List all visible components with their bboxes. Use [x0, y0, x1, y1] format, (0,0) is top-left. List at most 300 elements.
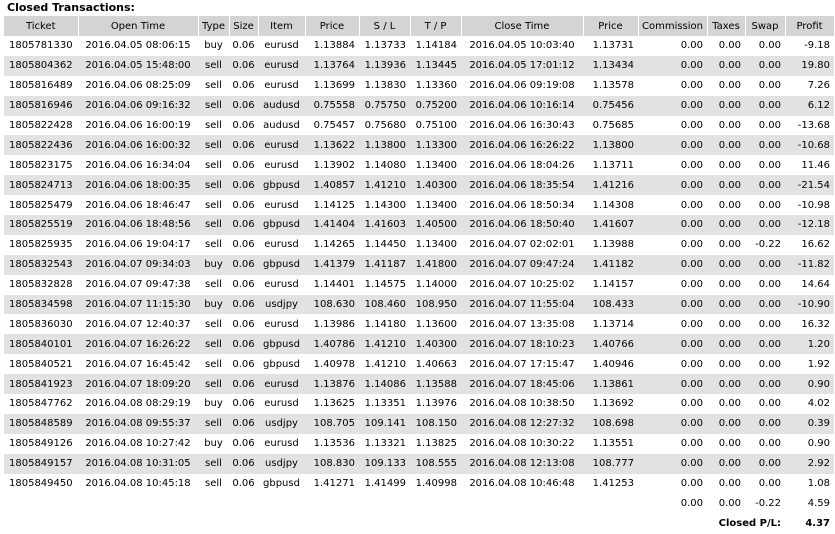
cell-swap: 0.00 [745, 295, 785, 315]
cell-item: usdjpy [258, 295, 305, 315]
col-header-take-profit: T / P [410, 16, 461, 36]
col-header-taxes: Taxes [707, 16, 745, 36]
cell-size: 0.06 [232, 398, 255, 410]
cell-close-time: 2016.04.06 16:30:43 [469, 120, 575, 131]
cell-item: eurusd [264, 279, 299, 291]
cell-open-price: 1.41404 [305, 215, 359, 235]
cell-open-price: 1.14265 [313, 239, 355, 251]
cell-close-price: 1.13988 [592, 239, 634, 251]
cell-commission: 0.00 [680, 438, 703, 450]
cell-ticket: 1805781330 [9, 40, 73, 52]
cell-commission: 0.00 [680, 279, 703, 291]
cell-ticket: 1805825935 [9, 239, 73, 251]
cell-take-profit: 1.40300 [410, 175, 461, 195]
cell-open-price: 1.13986 [313, 318, 355, 330]
cell-take-profit: 1.13825 [415, 438, 457, 450]
cell-open-time: 2016.04.06 18:46:47 [85, 199, 191, 211]
cell-taxes: 0.00 [718, 438, 741, 450]
cell-commission: 0.00 [680, 478, 703, 490]
cell-type: sell [205, 199, 222, 211]
cell-take-profit: 108.555 [410, 454, 461, 474]
cell-open-price: 1.13699 [313, 80, 355, 92]
cell-open-time: 2016.04.07 12:40:37 [85, 318, 191, 330]
cell-ticket: 1805822428 [9, 120, 73, 131]
cell-stop-loss: 1.13830 [364, 80, 406, 92]
cell-taxes: 0.00 [707, 334, 745, 354]
cell-ticket: 1805834598 [4, 295, 78, 315]
cell-stop-loss: 1.14300 [364, 199, 406, 211]
cell-item: eurusd [264, 438, 299, 450]
cell-take-profit: 1.13360 [415, 80, 457, 92]
cell-swap: 0.00 [758, 159, 781, 171]
cell-size: 0.06 [229, 175, 258, 195]
cell-close-price: 1.41216 [583, 175, 638, 195]
cell-ticket: 1805816946 [4, 96, 78, 116]
table-row [4, 235, 834, 255]
cell-taxes: 0.00 [707, 295, 745, 315]
table-row [4, 314, 834, 334]
cell-taxes: 0.00 [718, 478, 741, 490]
cell-open-price: 1.40857 [305, 175, 359, 195]
cell-close-time: 2016.04.05 17:01:12 [461, 56, 583, 76]
cell-stop-loss: 1.41499 [364, 478, 406, 490]
cell-type: buy [204, 438, 223, 450]
cell-open-time: 2016.04.06 16:34:04 [85, 159, 191, 171]
cell-commission: 0.00 [680, 358, 703, 370]
col-header-profit: Profit [785, 16, 834, 36]
cell-open-time: 2016.04.08 10:27:42 [85, 438, 191, 450]
col-header-item: Item [258, 16, 305, 36]
cell-stop-loss: 109.141 [359, 414, 410, 434]
cell-item: eurusd [258, 135, 305, 155]
cell-size: 0.06 [232, 318, 255, 330]
cell-taxes: 0.00 [718, 120, 741, 131]
cell-item: eurusd [264, 239, 299, 251]
cell-open-price: 1.13622 [305, 135, 359, 155]
cell-open-time: 2016.04.06 16:00:32 [78, 135, 198, 155]
cell-take-profit: 0.75200 [410, 96, 461, 116]
cell-swap: 0.00 [745, 414, 785, 434]
cell-close-time: 2016.04.06 10:16:14 [461, 96, 583, 116]
cell-take-profit: 0.75100 [415, 120, 457, 131]
cell-size: 0.06 [232, 279, 255, 291]
cell-close-price: 1.41182 [583, 255, 638, 275]
total-swap: -0.22 [745, 493, 785, 513]
cell-item: audusd [258, 96, 305, 116]
closed-pl-row [4, 513, 834, 533]
cell-type: sell [205, 120, 222, 131]
table-row [4, 434, 834, 454]
cell-profit: 1.92 [807, 358, 830, 370]
cell-close-time: 2016.04.05 10:03:40 [469, 40, 575, 52]
col-header-open-price: Price [305, 16, 359, 36]
cell-swap: 0.00 [758, 199, 781, 211]
table-row [4, 155, 834, 175]
cell-taxes: 0.00 [707, 96, 745, 116]
cell-open-time: 2016.04.05 15:48:00 [78, 56, 198, 76]
cell-open-price: 1.40978 [313, 358, 355, 370]
total-taxes: 0.00 [707, 493, 745, 513]
cell-take-profit: 1.14000 [415, 279, 457, 291]
cell-profit: 0.90 [785, 374, 834, 394]
cell-swap: -0.22 [755, 239, 781, 251]
cell-taxes: 0.00 [707, 414, 745, 434]
table-row [4, 255, 834, 275]
cell-taxes: 0.00 [707, 454, 745, 474]
table-row [4, 354, 834, 374]
cell-close-time: 2016.04.07 02:02:01 [469, 239, 575, 251]
cell-type: sell [198, 135, 229, 155]
cell-open-time: 2016.04.08 10:31:05 [78, 454, 198, 474]
cell-ticket: 1805840101 [4, 334, 78, 354]
cell-swap: 0.00 [745, 374, 785, 394]
closed-transactions-table [4, 16, 835, 533]
cell-commission: 0.00 [638, 175, 707, 195]
cell-swap: 0.00 [758, 318, 781, 330]
table-body [4, 36, 834, 493]
cell-open-price: 1.13902 [313, 159, 355, 171]
cell-close-price: 1.13731 [592, 40, 634, 52]
cell-close-time: 2016.04.06 18:50:34 [469, 199, 575, 211]
cell-stop-loss: 1.41187 [359, 255, 410, 275]
cell-close-time: 2016.04.08 12:13:08 [461, 454, 583, 474]
closed-transactions-title: Closed Transactions: [7, 1, 135, 14]
cell-stop-loss: 1.13936 [359, 56, 410, 76]
cell-type: sell [205, 279, 222, 291]
cell-close-price: 1.13861 [583, 374, 638, 394]
cell-close-price: 1.13800 [583, 135, 638, 155]
cell-open-price: 108.705 [305, 414, 359, 434]
cell-item: eurusd [264, 159, 299, 171]
cell-swap: 0.00 [758, 478, 781, 490]
cell-stop-loss: 1.13351 [364, 398, 406, 410]
cell-take-profit: 1.13976 [415, 398, 457, 410]
cell-commission: 0.00 [638, 295, 707, 315]
cell-profit: 7.26 [807, 80, 830, 92]
cell-type: sell [198, 56, 229, 76]
table-row [4, 56, 834, 76]
table-row [4, 76, 834, 96]
cell-close-price: 0.75685 [592, 120, 634, 131]
cell-type: sell [205, 318, 222, 330]
cell-close-price: 0.75456 [583, 96, 638, 116]
cell-size: 0.06 [229, 255, 258, 275]
cell-open-time: 2016.04.06 18:48:56 [78, 215, 198, 235]
cell-take-profit: 1.14184 [415, 40, 457, 52]
cell-item: eurusd [264, 40, 299, 52]
table-row [4, 295, 834, 315]
cell-open-price: 1.13876 [305, 374, 359, 394]
cell-open-price: 1.13884 [313, 40, 355, 52]
cell-item: gbpusd [258, 175, 305, 195]
cell-stop-loss: 109.133 [359, 454, 410, 474]
cell-type: sell [198, 215, 229, 235]
cell-close-time: 2016.04.08 10:38:50 [469, 398, 575, 410]
cell-swap: 0.00 [745, 56, 785, 76]
cell-item: gbpusd [258, 334, 305, 354]
cell-open-price: 1.41379 [305, 255, 359, 275]
cell-type: sell [205, 358, 222, 370]
cell-size: 0.06 [229, 454, 258, 474]
cell-swap: 0.00 [758, 80, 781, 92]
cell-profit: -10.90 [785, 295, 834, 315]
cell-commission: 0.00 [680, 239, 703, 251]
cell-profit: 2.92 [785, 454, 834, 474]
cell-close-time: 2016.04.06 09:19:08 [469, 80, 575, 92]
cell-close-price: 1.13578 [592, 80, 634, 92]
cell-size: 0.06 [232, 478, 255, 490]
cell-profit: 0.90 [807, 438, 830, 450]
cell-stop-loss: 0.75680 [364, 120, 406, 131]
cell-open-time: 2016.04.07 11:15:30 [78, 295, 198, 315]
cell-item: eurusd [258, 56, 305, 76]
cell-item: gbpusd [263, 358, 300, 370]
table-row [4, 474, 834, 494]
cell-commission: 0.00 [638, 414, 707, 434]
cell-ticket: 1805841923 [4, 374, 78, 394]
cell-close-price: 108.777 [583, 454, 638, 474]
col-header-commission: Commission [638, 16, 707, 36]
col-header-type: Type [198, 16, 229, 36]
cell-close-price: 108.698 [583, 414, 638, 434]
cell-open-time: 2016.04.08 09:55:37 [78, 414, 198, 434]
cell-ticket: 1805836030 [9, 318, 73, 330]
cell-commission: 0.00 [638, 374, 707, 394]
cell-ticket: 1805825479 [9, 199, 73, 211]
cell-swap: 0.00 [758, 398, 781, 410]
cell-swap: 0.00 [758, 40, 781, 52]
cell-open-price: 1.41271 [313, 478, 355, 490]
cell-commission: 0.00 [680, 199, 703, 211]
cell-commission: 0.00 [680, 80, 703, 92]
table-row [4, 135, 834, 155]
cell-close-time: 2016.04.08 10:46:48 [469, 478, 575, 490]
cell-taxes: 0.00 [707, 255, 745, 275]
cell-size: 0.06 [232, 199, 255, 211]
cell-swap: 0.00 [745, 96, 785, 116]
cell-ticket: 1805823175 [9, 159, 73, 171]
cell-close-price: 1.14308 [592, 199, 634, 211]
cell-profit: -10.68 [785, 135, 834, 155]
cell-stop-loss: 1.14450 [364, 239, 406, 251]
cell-ticket: 1805822436 [4, 135, 78, 155]
cell-size: 0.06 [232, 239, 255, 251]
cell-type: sell [198, 175, 229, 195]
table-row [4, 96, 834, 116]
cell-swap: 0.00 [745, 454, 785, 474]
cell-swap: 0.00 [745, 215, 785, 235]
cell-close-time: 2016.04.07 17:15:47 [469, 358, 575, 370]
cell-close-price: 1.41607 [583, 215, 638, 235]
cell-open-time: 2016.04.06 16:00:19 [85, 120, 191, 131]
cell-close-price: 108.433 [583, 295, 638, 315]
cell-taxes: 0.00 [707, 175, 745, 195]
cell-type: sell [198, 454, 229, 474]
cell-commission: 0.00 [638, 215, 707, 235]
cell-ticket: 1805824713 [4, 175, 78, 195]
cell-stop-loss: 1.41603 [359, 215, 410, 235]
cell-profit: -10.98 [797, 199, 830, 211]
cell-stop-loss: 1.14180 [364, 318, 406, 330]
cell-ticket: 1805849126 [9, 438, 73, 450]
table-row [4, 116, 834, 136]
total-commission: 0.00 [638, 493, 707, 513]
cell-take-profit: 108.150 [410, 414, 461, 434]
totals-row [4, 493, 834, 513]
cell-type: buy [198, 255, 229, 275]
cell-profit: -12.18 [785, 215, 834, 235]
cell-take-profit: 108.950 [410, 295, 461, 315]
cell-open-time: 2016.04.07 09:34:03 [78, 255, 198, 275]
cell-type: sell [205, 80, 222, 92]
cell-taxes: 0.00 [707, 374, 745, 394]
cell-close-price: 1.13434 [583, 56, 638, 76]
cell-close-price: 1.13714 [592, 318, 634, 330]
cell-close-time: 2016.04.07 09:47:24 [461, 255, 583, 275]
cell-open-time: 2016.04.07 09:47:38 [85, 279, 191, 291]
cell-ticket: 1805832828 [9, 279, 73, 291]
cell-commission: 0.00 [638, 56, 707, 76]
cell-profit: 6.12 [785, 96, 834, 116]
cell-take-profit: 1.13400 [415, 239, 457, 251]
cell-profit: -9.18 [804, 40, 830, 52]
cell-item: usdjpy [258, 414, 305, 434]
cell-taxes: 0.00 [718, 358, 741, 370]
table-row [4, 195, 834, 215]
cell-type: buy [204, 398, 223, 410]
cell-open-price: 0.75457 [313, 120, 355, 131]
cell-close-time: 2016.04.07 13:35:08 [469, 318, 575, 330]
table-row [4, 36, 834, 56]
cell-open-time: 2016.04.06 08:25:09 [85, 80, 191, 92]
cell-swap: 0.00 [758, 120, 781, 131]
cell-item: gbpusd [258, 215, 305, 235]
cell-size: 0.06 [232, 40, 255, 52]
col-header-swap: Swap [745, 16, 785, 36]
cell-size: 0.06 [232, 120, 255, 131]
cell-profit: 16.32 [801, 318, 830, 330]
cell-profit: 14.64 [801, 279, 830, 291]
cell-take-profit: 1.41800 [410, 255, 461, 275]
cell-swap: 0.00 [745, 135, 785, 155]
cell-ticket: 1805848589 [4, 414, 78, 434]
cell-ticket: 1805840521 [9, 358, 73, 370]
cell-take-profit: 1.13600 [415, 318, 457, 330]
cell-open-time: 2016.04.08 10:45:18 [85, 478, 191, 490]
cell-close-price: 1.40946 [592, 358, 634, 370]
cell-take-profit: 1.13588 [410, 374, 461, 394]
cell-stop-loss: 1.41210 [364, 358, 406, 370]
cell-commission: 0.00 [680, 120, 703, 131]
cell-profit: -11.82 [785, 255, 834, 275]
cell-close-price: 1.40766 [583, 334, 638, 354]
cell-close-time: 2016.04.07 18:10:23 [461, 334, 583, 354]
cell-ticket: 1805825519 [4, 215, 78, 235]
cell-open-price: 1.13625 [313, 398, 355, 410]
cell-item: eurusd [264, 80, 299, 92]
cell-open-time: 2016.04.06 09:16:32 [78, 96, 198, 116]
cell-size: 0.06 [229, 414, 258, 434]
closed-pl-label: Closed P/L: [638, 513, 785, 533]
cell-item: eurusd [264, 398, 299, 410]
cell-profit: -13.68 [797, 120, 830, 131]
cell-type: buy [198, 295, 229, 315]
cell-item: eurusd [258, 374, 305, 394]
cell-taxes: 0.00 [718, 398, 741, 410]
cell-profit: 1.20 [785, 334, 834, 354]
cell-take-profit: 1.40300 [410, 334, 461, 354]
cell-item: eurusd [264, 318, 299, 330]
cell-stop-loss: 1.13733 [364, 40, 406, 52]
cell-open-price: 1.14125 [313, 199, 355, 211]
cell-size: 0.06 [229, 96, 258, 116]
cell-taxes: 0.00 [707, 135, 745, 155]
cell-close-time: 2016.04.08 12:27:32 [461, 414, 583, 434]
cell-close-price: 1.13711 [592, 159, 634, 171]
cell-swap: 0.00 [745, 334, 785, 354]
cell-close-price: 1.41253 [592, 478, 634, 490]
cell-profit: 16.62 [801, 239, 830, 251]
cell-open-time: 2016.04.06 18:00:35 [78, 175, 198, 195]
cell-close-price: 1.14157 [592, 279, 634, 291]
cell-commission: 0.00 [638, 334, 707, 354]
cell-close-time: 2016.04.06 18:04:26 [469, 159, 575, 171]
cell-size: 0.06 [229, 334, 258, 354]
cell-taxes: 0.00 [718, 199, 741, 211]
cell-profit: 1.08 [807, 478, 830, 490]
cell-size: 0.06 [229, 295, 258, 315]
cell-open-price: 108.830 [305, 454, 359, 474]
cell-taxes: 0.00 [718, 40, 741, 52]
cell-take-profit: 1.40998 [415, 478, 457, 490]
cell-ticket: 1805847762 [9, 398, 73, 410]
cell-commission: 0.00 [638, 96, 707, 116]
cell-type: sell [205, 478, 222, 490]
cell-open-price: 1.14401 [313, 279, 355, 291]
table-row [4, 454, 834, 474]
cell-open-time: 2016.04.07 16:26:22 [78, 334, 198, 354]
cell-open-price: 108.630 [305, 295, 359, 315]
cell-type: buy [204, 40, 223, 52]
cell-ticket: 1805816489 [9, 80, 73, 92]
cell-type: sell [198, 96, 229, 116]
cell-size: 0.06 [232, 159, 255, 171]
cell-stop-loss: 1.13800 [359, 135, 410, 155]
col-header-close-time: Close Time [461, 16, 583, 36]
cell-stop-loss: 1.41210 [359, 334, 410, 354]
cell-open-time: 2016.04.06 19:04:17 [85, 239, 191, 251]
cell-close-time: 2016.04.07 11:55:04 [461, 295, 583, 315]
cell-stop-loss: 1.14080 [364, 159, 406, 171]
col-header-stop-loss: S / L [359, 16, 410, 36]
cell-commission: 0.00 [638, 135, 707, 155]
cell-take-profit: 1.13400 [415, 199, 457, 211]
table-row [4, 275, 834, 295]
cell-commission: 0.00 [680, 398, 703, 410]
cell-open-time: 2016.04.07 18:09:20 [78, 374, 198, 394]
cell-stop-loss: 1.13321 [364, 438, 406, 450]
cell-taxes: 0.00 [707, 56, 745, 76]
cell-item: gbpusd [258, 255, 305, 275]
cell-close-time: 2016.04.07 10:25:02 [469, 279, 575, 291]
cell-commission: 0.00 [680, 318, 703, 330]
cell-commission: 0.00 [638, 454, 707, 474]
cell-stop-loss: 0.75750 [359, 96, 410, 116]
col-header-close-price: Price [583, 16, 638, 36]
table-row [4, 394, 834, 414]
table-header-row [4, 16, 834, 36]
cell-size: 0.06 [229, 215, 258, 235]
